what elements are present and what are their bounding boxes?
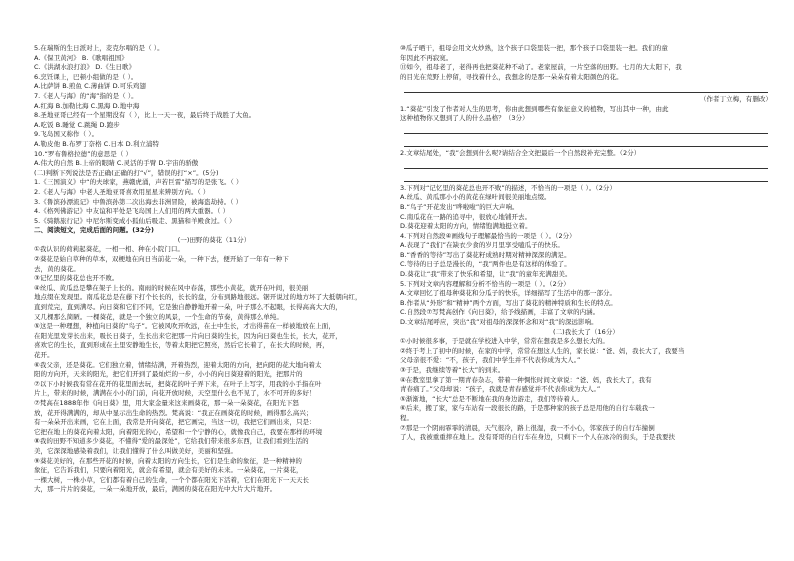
right-line: 的目光在荒野上停留，寻找着什么，我想念的是那一朵朵有着太阳颜色的花。 — [400, 72, 623, 81]
right-line: ⑤渐渐地，“长大”总是不断地在我的身边游走，我们等待着人。 — [400, 394, 584, 403]
answer-line — [404, 124, 768, 135]
right-line: A.文章回忆了祖母种葵花和分瓜子的快乐，详细描写了生活中的那一部分。 — [400, 289, 617, 298]
passage-title: (一)田野的葵花（11分） — [177, 235, 251, 244]
right-line: 5.下列对文章内容理解和分析不恰当的一项是（ ）。（2分） — [400, 279, 570, 288]
answer-line — [404, 159, 768, 170]
left-line: 在阳光里发芽长出来，吸长日葵子，生长出来它把那一片向日葵的生长，因为向日葵也生长，长大，花开， — [34, 331, 342, 340]
left-line: ⑤这是一种理想，种植向日葵的“鸟子”。它被风吹开吹远，在土中生长，才出得苗在一样被地放在上面， — [34, 322, 335, 331]
answer-line — [404, 136, 768, 147]
right-line: A.丝瓜、黄瓜那小小的黄花在绿叶间很美丽地点缀。 — [400, 193, 551, 202]
left-line: A.比萨饼 B.煎鱼 C.薄曲饼 D.可乐鸡翅 — [34, 82, 146, 91]
left-line: ⑧我的田野不知道多少葵花，不懂得“爱的最深处”，它给我们带来很多东西，让我们看到生活的 — [34, 437, 309, 446]
left-line: A.《保卫黄河》 B.《歌唱祖国》 — [34, 53, 128, 62]
left-line: 阳的方向开，天来的阳光，把它们开到了最灿烂的一步，小小的向日葵迎着的阳光，把那片的 — [34, 370, 303, 379]
left-line: A.吃饭 B.睡觉 C.跳绳 D.跑步 — [34, 120, 120, 129]
right-line: ①小时候很多事，于是就在学校进入中学，常常在想我是多么想长大的。 — [400, 337, 609, 346]
left-line: 5.在瑞斯的生日派对上，麦克尔唱的是（ ）。 — [34, 44, 164, 52]
left-line: A.伟大的自然 B.上帝的眼睛 C.灵活的手臂 D.宇宙的骄傲 — [34, 159, 199, 168]
right-line: 3.下列对“记忆里的葵花总也开不败”的描述，不恰当的一项是（ ）。（2分） — [400, 183, 616, 192]
left-line: 去，黄的葵花。 — [34, 264, 80, 273]
passage-title: (二)我长大了（16分） — [553, 327, 619, 336]
right-line: ④在教室里拿了第一期青春杂志，带着一种惆怅时间文章说：“爸、妈，我长大了，我有 — [400, 375, 652, 384]
left-line: 象征，它告诉我们，只要向着阳光，就会有希望，就会有美好的未来。一朵葵花，一片葵花， — [34, 466, 303, 475]
right-line: A.表现了“我们”在缺衣少食的岁月里享受嗑瓜子的快乐。 — [400, 241, 564, 250]
left-line: 花开。 — [34, 351, 54, 359]
author-credit: （作者丁立梅，有删改） — [699, 94, 772, 103]
left-line: 美，它深深地感染着我们，让我们懂得了什么叫做美好，美丽和坚强。 — [34, 446, 238, 455]
left-line: ④丝瓜、黄瓜总是攀在架子上长的。南雨的时候在风中春荡，那些小黄花，就开在叶间，很美丽 — [34, 283, 309, 292]
left-line: 有一朵朵开出来画，它在上面，我常是开向葵花，把它画完，当这一切，我把它们画出来，只是： — [34, 418, 316, 427]
right-line: D.葵花迎着太阳的方向，情绪饱满地挺立着。 — [400, 222, 532, 231]
left-line: 10.“罗布鲁格拉德”的意思是（ ） — [34, 149, 133, 158]
right-line: 这种植物你又想到了人的什么品格？（3分） — [400, 114, 529, 123]
right-line: ⑦那是一个阴雨霏霏的清晨，天气很冷，路上很湿，我一不小心，邻家孩子的自行车撞倒 — [400, 423, 655, 432]
left-line: 放，花开得满满的，却从中显示出生命的热烈。梵高说：“我正在画葵花的时候，画得那么高兴； — [34, 408, 313, 417]
left-line: 它把在地上的葵花向着太阳，向着阳光的心，希望和一个宁静的心，就像我自己，我要在那样的环境 — [34, 427, 323, 436]
right-line: ②终于考上了初中的时候，在家的中学，常常在想这人生的，家长说：“爸、妈，我长大了，我要当 — [400, 346, 685, 355]
right-line: 4.下列对自然段④画线句子理解最恰当的一项是（ ）。（2分） — [400, 231, 576, 240]
left-line: 4.《格列佛游记》中友谊和平处是飞岛国上人们用的两大重器。（ ） — [34, 207, 230, 216]
right-line: ⑥后来，搬了家，家与车站有一段很长的路，于是那种家的孩子总是用他的自行车载我一 — [400, 404, 655, 413]
left-line: A.勒皮他 B.布罗丁奈格 C.日本 D.利立浦特 — [34, 139, 160, 148]
right-line: C.等待的日子总是漫长的，“我”两件也是有这样的体验了。 — [400, 260, 571, 269]
left-line: 直到荒完，直到满尽。向日葵和它们不同，它是独自静静地开着一朵，叶子那么不起眼，长得高高大大的， — [34, 303, 342, 312]
right-line: 了人，我被重重摔在地上。没有哥哥的自行车在身边，只剩下一个人在冰冷的街头，于是我要扶 — [400, 433, 676, 442]
answer-line — [404, 82, 768, 93]
left-line: 地点缀在发现里。南瓜花总是在藤下打个长长的，长长的盘，分布到路地很远。锯开说过的地方坏了大抵朝向红， — [34, 293, 362, 302]
right-line: B.“鸟子”开花发出“哗啦啦”的巨大声响。 — [400, 202, 519, 211]
right-line: B.“香香的等待”写出了葵花籽成熟时期对精神深深的满足。 — [400, 250, 571, 259]
left-line: ③记忆里的葵花总也开不败。 — [34, 274, 119, 283]
left-line: A.红海 B.加勒比海 C.黑海 D.地中海 — [34, 101, 140, 110]
left-line: 又几棵那么简陋。一棵葵花，就是一个独立的风景，一个生命的节奏，黄得那么单纯。 — [34, 312, 283, 321]
right-line: 2.文章结尾处，“我”会想到什么呢?请结合全文把最后一个自然段补充完整。（2分） — [400, 148, 641, 157]
right-line: C.自然段⑦写梵高创作《向日葵》，给予线描画，丰富了文章的内涵。 — [400, 308, 600, 317]
left-line: 6.烹饪课上，巴顿小组做的是（ ）。 — [34, 72, 138, 81]
answer-line — [404, 171, 768, 182]
left-line: ①我认识的荷莉起葵花，一相一相、种在小院门口。 — [34, 245, 184, 254]
left-line: 2.《老人与海》中老人圣地亚哥喜欢用星星来辨别方向。（ ） — [34, 187, 210, 196]
right-line: ③于是，我继续等着“长大”的到来。 — [400, 366, 505, 374]
left-line: 大，那一片片的葵花，一朵一朵地开放，最后，满园的葵花在阳光中大片大片地开。 — [34, 485, 277, 494]
left-line: 9.飞岛国又称作（ ）。 — [34, 130, 99, 139]
left-line: 8.圣地亚哥已经有一个星期没有（ ），比上一天一夜，最后终于战胜了大鱼。 — [34, 111, 256, 120]
left-line: 1.《三国演义》中“的夫球家，燕赣虎涌，声若巨雷”描写的是张飞。（ ） — [34, 178, 243, 187]
right-line: 程。 — [400, 413, 414, 422]
right-column — [400, 44, 772, 553]
right-line: 青春痛了。”父母却说：“孩子，我就是青春感觉并不代表你成为大人。” — [400, 385, 601, 394]
right-line: ⑪如今，祖母老了，老得再也把葵花种不动了。老家屋前，一片空落的田野。七月的大太阳下，我 — [400, 63, 682, 72]
left-line: ⑦梵高在1888年作《向日葵》里，用大家金量来这来画葵花，那一朵一朵葵花，在阳光下怒 — [34, 398, 299, 407]
left-line: 片上，带来的时候，满满在小小的门前，向花开放时候，天空里什么也不见了，水不可开的多好！ — [34, 389, 316, 398]
right-line: 年因此不再寂寞。 — [400, 53, 453, 62]
left-column — [34, 44, 394, 553]
left-line: ⑨葵花美好的，在那些开花的时候，向着太阳的方向生长，它们是生命的象征，是一种精神的 — [34, 456, 302, 465]
left-line: C.《洪湖水浪打浪》 D.《生日歌》 — [34, 63, 136, 72]
left-line: 喜欢它的生长，直到形成在土里安静地生长，等着太阳把它照亮，然后它长着了，在长大的时候，再， — [34, 341, 329, 350]
left-line: ⑥我父亲，还是葵花。它们独立着，情绪结满，开着热烈，迎着太阳的方向，把向阳的花大地向着太 — [34, 360, 322, 369]
right-line: D.葵花让“我”带来了快乐和希望，让“我”的童年充满甜美。 — [400, 270, 572, 279]
left-line: 7.《老人与海》的“海”指的是（ ）。 — [34, 91, 138, 100]
left-line: 一棵大树，一株小草，它们都有着自己的生命，一个个都在阳光下活着，它们在阳光下一天天长 — [34, 475, 310, 484]
right-line: 1.“葵花”引发了作者对人生的思考，你由此想到哪些有象征意义的植物，写出其中一种，由此 — [400, 104, 669, 113]
left-line: 3.《鲁滨孙漂流记》中鲁滨孙第二次出海去非洲冒险，被海盗劫持。（ ） — [34, 197, 243, 206]
left-line: ⑦以下小时候我有常在花开的花里面去玩，把葵花的叶子弄下来，在叶子上写字，用我的小手指在叶 — [34, 379, 322, 388]
section-heading: 二、阅读短文，完成后面的问题。(32分) — [34, 226, 154, 235]
left-line: ②葵花是始自草种的草本，双梗地在向日当前花一朵，一种下去，便开始了一年有一种下 — [34, 255, 289, 264]
right-line: D.文章结尾呼应，突出“我”对祖母的深深怀念和对“我”的深远影响。 — [400, 318, 598, 327]
right-line: B.作者从“外形”和“精神”两个方面，写出了葵花的精神特质和生长的特点。 — [400, 298, 617, 307]
right-line: C.南瓜花在一路的追寻中，很放心地铺开去。 — [400, 212, 532, 221]
right-line: ⑩瓜子晒干，祖母会用文火炒熟，这个孩子口袋里装一把，那个孩子口袋里装一把。我们的童 — [400, 44, 668, 52]
right-line: 父母亲很不爱：“不，孩子，我们中学生并不代表你成为大人。” — [400, 356, 581, 365]
left-line: (二)判断下列说法是否正确(正确的打“√”，错误的打“×”。(5分) — [34, 168, 219, 177]
left-line: 5.《骑鹅旅行记》中尼尔斯变成小狐仙后吸走、黑猫和羊殿食过。（ ） — [34, 216, 236, 225]
